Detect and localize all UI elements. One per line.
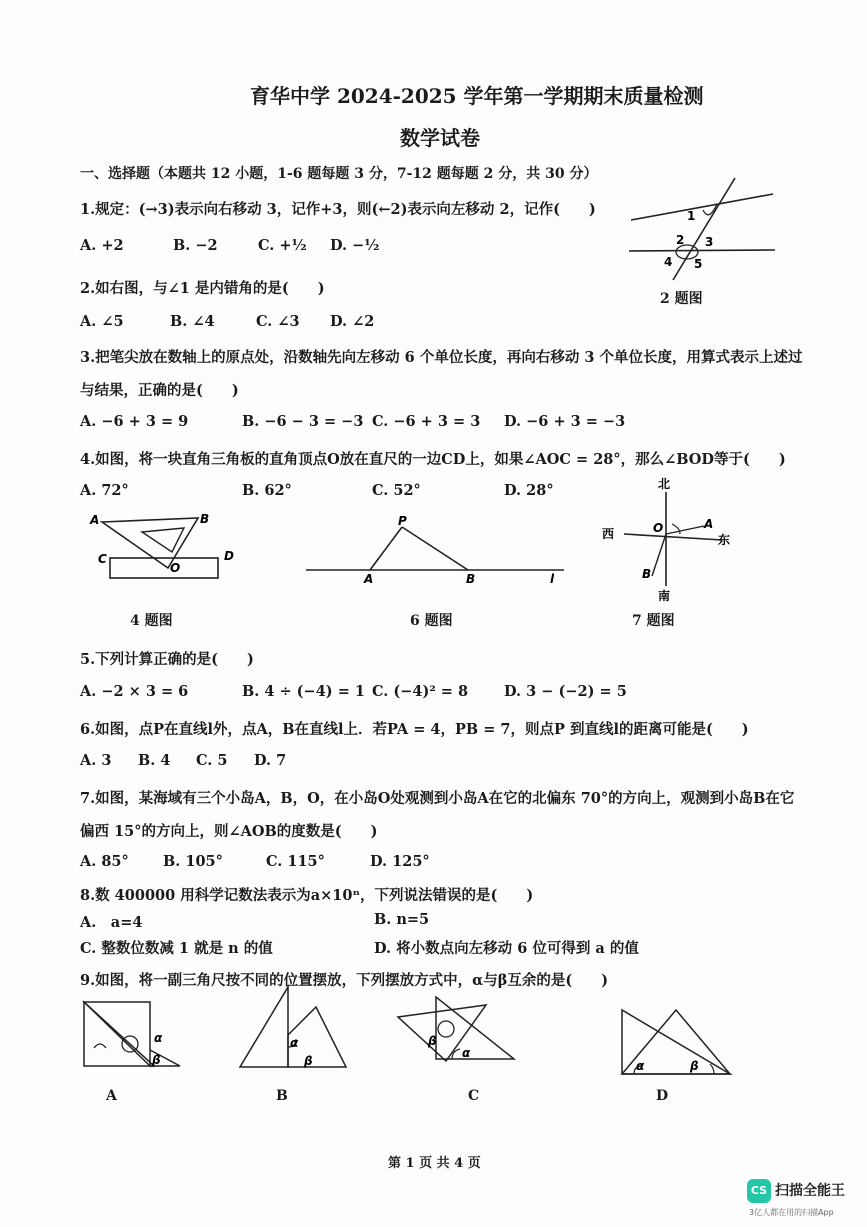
q3-stem-line1: 3.把笔尖放在数轴上的原点处，沿数轴先向左移动 6 个单位长度，再向右移动 3 个单位长度，用算式表示上述过 [80,349,803,366]
q5-option-c: C. (−4)² = 8 [372,683,469,700]
q3-option-b: B. −6 − 3 = −3 [242,413,364,430]
q9-stem: 9.如图，将一副三角尺按不同的位置摆放，下列摆放方式中，α与β互余的是( ) [80,972,609,989]
q3-option-d: D. −6 + 3 = −3 [504,413,626,430]
figure-7-diagram [600,477,740,603]
exam-title: 育华中学 2024-2025 学年第一学期期末质量检测 [250,84,704,108]
fig2-label-5: 5 [694,257,703,271]
scanner-app-slogan: 3亿人都在用的扫描App [749,1208,834,1217]
figure-2-diagram [625,178,785,271]
q1-option-d: D. −½ [330,237,380,254]
q7-stem-line2: 偏西 15°的方向上，则∠AOB的度数是( ) [80,823,378,840]
fig6-label-P: P [398,514,407,528]
scanner-app-name: 扫描全能王 [775,1183,845,1199]
figure-4-diagram [88,508,248,588]
q8-stem: 8.数 400000 用科学记数法表示为a×10ⁿ，下列说法错误的是( ) [80,887,534,904]
fig7-label-south: 南 [658,589,671,603]
q2-option-c: C. ∠3 [256,313,300,330]
q4-option-b: B. 62° [242,482,292,499]
q5-option-b: B. 4 ÷ (−4) = 1 [242,683,365,700]
q2-option-a: A. ∠5 [80,313,124,330]
q3-stem-line2: 与结果，正确的是( ) [80,382,239,399]
q7-stem-line1: 7.如图，某海域有三个小岛A，B，O，在小岛O处观测到小岛A在它的北偏东 70°的方向上，观测到小岛B在它 [80,790,795,807]
figure-2-caption: 2 题图 [660,291,703,307]
fig4-label-C: C [98,552,107,566]
exam-subtitle: 数学试卷 [400,126,480,150]
fig9d-alpha: α [636,1059,645,1073]
fig9a-beta: β [152,1053,161,1067]
figure-4-caption: 4 题图 [130,613,173,629]
fig2-label-1: 1 [687,209,696,223]
q1-stem: 1.规定：(→3)表示向右移动 3，记作+3，则(←2)表示向左移动 2，记作( ) [80,201,596,218]
q8-option-d: D. 将小数点向左移动 6 位可得到 a 的值 [374,940,639,957]
page-number: 第 1 页 共 4 页 [388,1156,481,1171]
q2-option-d: D. ∠2 [330,313,375,330]
q2-stem: 2.如右图，与∠1 是内错角的是( ) [80,280,325,297]
section-heading: 一、选择题（本题共 12 小题，1-6 题每题 3 分，7-12 题每题 2 分，共 30 分） [80,166,598,182]
q5-option-a: A. −2 × 3 = 6 [80,683,189,700]
q6-option-c: C. 5 [196,752,228,769]
q6-option-b: B. 4 [138,752,171,769]
fig9c-beta: β [428,1034,437,1048]
fig7-label-O: O [653,521,664,535]
figure-9c-caption: C [468,1088,480,1104]
fig9a-alpha: α [154,1031,163,1045]
scanner-watermark [747,1177,863,1225]
q4-stem: 4.如图，将一块直角三角板的直角顶点O放在直尺的一边CD上，如果∠AOC = 28°，那么∠BOD等于( ) [80,451,786,468]
q7-option-a: A. 85° [80,853,129,870]
q6-option-d: D. 7 [254,752,287,769]
fig7-label-east: 东 [718,533,731,547]
q7-option-d: D. 125° [370,853,430,870]
fig4-label-A: A [90,513,100,527]
q4-option-a: A. 72° [80,482,129,499]
q3-option-a: A. −6 + 3 = 9 [80,413,189,430]
fig7-label-B: B [642,567,652,581]
fig6-label-l: l [550,572,555,586]
figure-7-caption: 7 题图 [632,613,675,629]
q6-option-a: A. 3 [80,752,112,769]
fig2-label-4: 4 [664,255,673,269]
figure-9a-caption: A [106,1088,117,1104]
figure-9a-diagram [82,1000,192,1080]
fig6-label-B: B [466,572,476,586]
q7-option-c: C. 115° [266,853,325,870]
figure-6-diagram [306,515,566,585]
figure-9d-caption: D [656,1088,669,1104]
q1-option-b: B. −2 [173,237,218,254]
q8-option-c: C. 整数位数减 1 就是 n 的值 [80,940,273,957]
q2-option-b: B. ∠4 [170,313,215,330]
figure-9d-diagram [620,1008,740,1088]
fig9c-alpha: α [462,1046,471,1060]
figure-9c-diagram [396,995,526,1075]
q1-option-a: A. +2 [80,237,124,254]
q8-option-a: A. a=4 [80,914,143,931]
scanner-logo-icon: CS [747,1179,771,1203]
fig6-label-A: A [364,572,374,586]
fig7-label-north: 北 [658,477,671,491]
fig7-label-west: 西 [602,527,615,541]
q8-option-b: B. n=5 [374,911,430,928]
figure-6-caption: 6 题图 [410,613,453,629]
fig4-label-O: O [170,561,181,575]
fig4-label-D: D [224,549,234,563]
q4-option-d: D. 28° [504,482,554,499]
fig4-label-B: B [200,512,210,526]
q7-option-b: B. 105° [163,853,223,870]
q1-option-c: C. +½ [258,237,307,254]
figure-9b-diagram [238,985,358,1075]
fig9d-beta: β [690,1059,699,1073]
fig9b-beta: β [304,1054,313,1068]
q5-stem: 5.下列计算正确的是( ) [80,651,254,668]
fig2-label-2: 2 [676,233,685,247]
fig7-label-A: A [704,517,714,531]
fig9b-alpha: α [290,1036,299,1050]
fig2-label-3: 3 [705,235,714,249]
q5-option-d: D. 3 − (−2) = 5 [504,683,627,700]
q3-option-c: C. −6 + 3 = 3 [372,413,481,430]
q4-option-c: C. 52° [372,482,421,499]
figure-9b-caption: B [276,1088,288,1104]
q6-stem: 6.如图，点P在直线l外，点A，B在直线l上．若PA = 4，PB = 7，则点P 到直线l的距离可能是( ) [80,721,749,738]
